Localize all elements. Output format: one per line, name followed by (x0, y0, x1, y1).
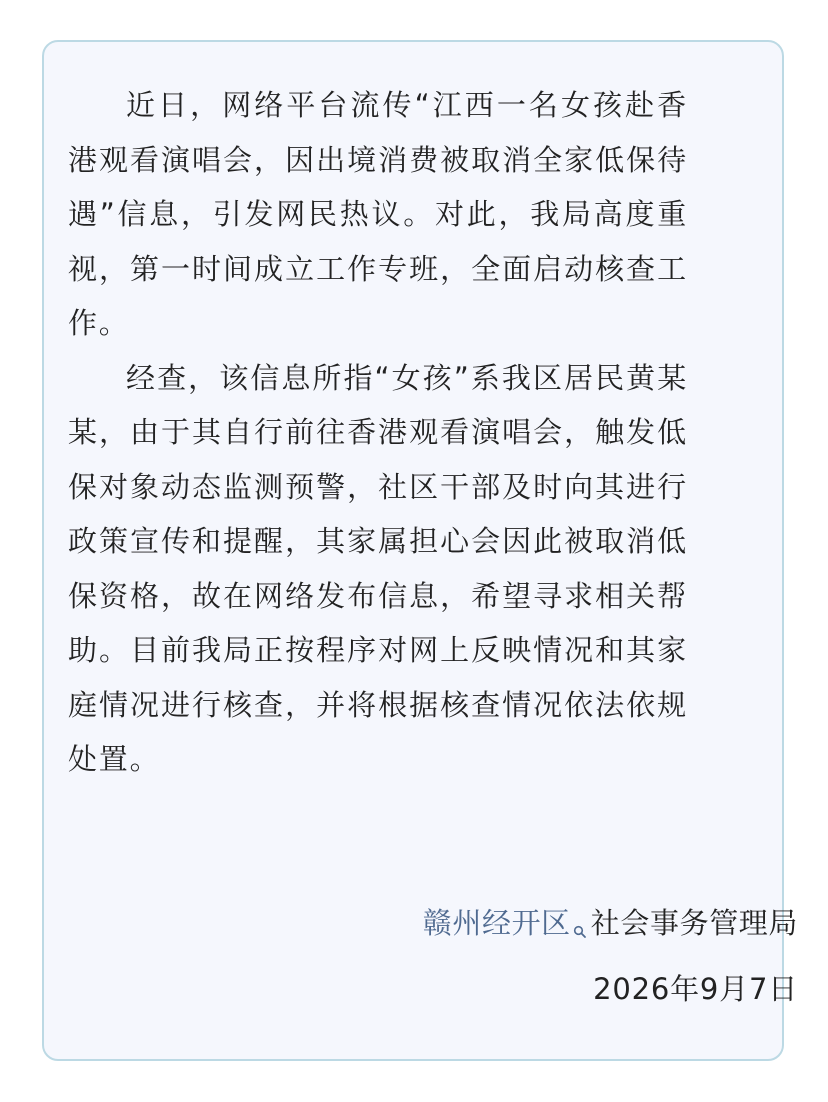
signature-org-name: 社会事务管理局 (590, 906, 798, 940)
notice-paragraph-1: 近日，网络平台流传“江西一名女孩赴香港观看演唱会，因出境消费被取消全家低保待遇”信息，引发网民热议。对此，我局高度重视，第一时间成立工作专班，全面启动核查工作。 (68, 88, 688, 340)
notice-body (68, 78, 688, 787)
notice-paragraph-2: 经查，该信息所指“女孩”系我区居民黄某某，由于其自行前往香港观看演唱会，触发低保对象动态监测预警，社区干部及时向其进行政策宣传和提醒，其家属担心会因此被取消低保资格，故在网络发布信息，希望寻求相关帮助。目前我局正按程序对网上反映情况和其家庭情况进行核查，并将根据核查情况依法依规处置。 (68, 360, 688, 776)
org-search-link[interactable]: 赣州经开区 (422, 906, 571, 940)
search-icon[interactable] (573, 899, 587, 959)
signature-block (423, 893, 798, 1019)
signature-date: 2026年9月7日 (593, 972, 798, 1006)
signature-org (423, 893, 798, 959)
